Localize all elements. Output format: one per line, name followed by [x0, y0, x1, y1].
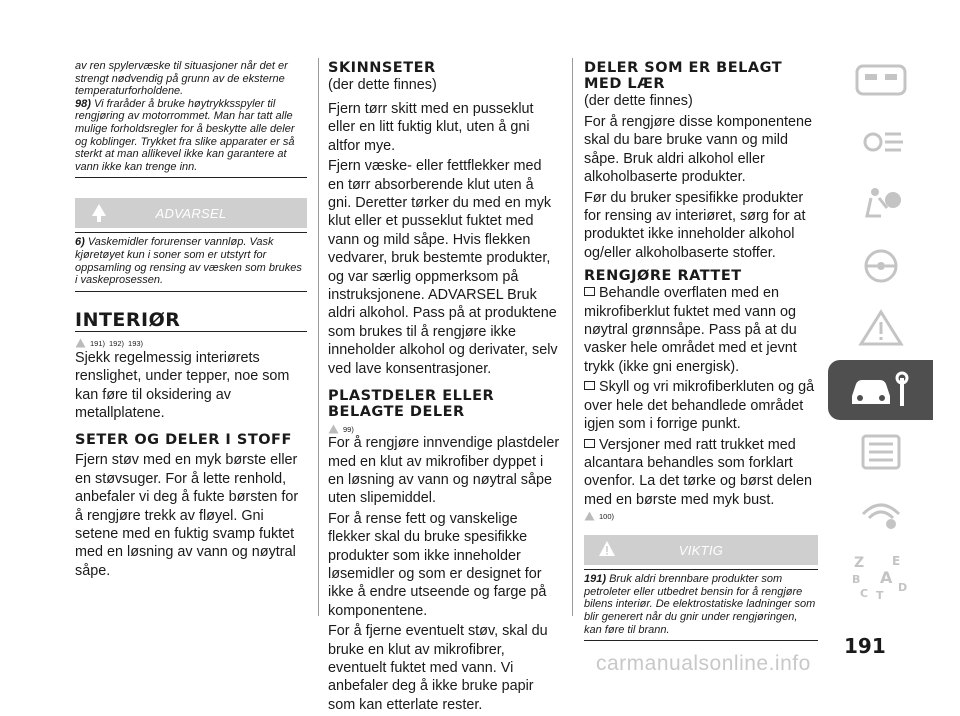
warning-triangle-icon	[75, 338, 86, 348]
tab-emergency[interactable]	[828, 298, 933, 358]
lights-icon	[851, 122, 911, 162]
tab-specifications[interactable]	[828, 422, 933, 482]
plastic-p2: For å rense fett og vanskelige flekker skal du bruke spesifikke produkter som ikke inneholder løsemidler og som er designet for ikke å endre utseende og farge på komponentene.	[328, 510, 547, 619]
tab-multimedia[interactable]	[828, 484, 933, 544]
lead-notes-box	[75, 60, 307, 178]
leather-title: DELER SOM ER BELAGT MED LÆR	[584, 60, 783, 92]
tab-airbag[interactable]	[828, 174, 933, 234]
checkbox-bullet-icon	[584, 439, 595, 448]
multimedia-icon	[851, 494, 911, 534]
wheel-title: RENGJØRE RATTET	[584, 268, 742, 285]
column-divider-2	[572, 58, 573, 616]
wheel-refs: 100)	[584, 511, 818, 521]
column-divider-1	[318, 58, 319, 616]
column-3	[584, 60, 818, 641]
plastic-title: PLASTDELER ELLER BELAGTE DELER	[328, 388, 495, 421]
svg-text:Z: Z	[853, 555, 864, 571]
warning-box	[75, 232, 307, 291]
car-wrench-icon	[846, 368, 916, 412]
leather-p1: For å rengjøre disse komponentene skal du bare bruke vann og mild såpe. Bruk aldri alkohol eller alkoholbaserte produkter.	[584, 114, 812, 186]
tab-steering[interactable]	[828, 236, 933, 296]
skin-text	[328, 100, 560, 378]
seats-text: Fjern støv med en myk børste eller en støvsuger. For å lette renhold, anbefaler vi deg å fukte børsten for å rengjøre trekk av fløyel. Gni setene med en fuktig svamp fuktet med en løsning av vann og nøytral såpe.	[75, 452, 299, 579]
warning-triangle-icon	[584, 511, 595, 521]
interior-text: Sjekk regelmessig interiørets renslighet, under tepper, noe som kan føre til oksidering av metallplatene.	[75, 349, 290, 421]
spec-sheet-icon	[851, 432, 911, 472]
plastic-refs: 99)	[328, 424, 560, 434]
seats-title: SETER OG DELER I STOFF	[75, 432, 292, 449]
skin-subtitle: (der dette finnes)	[328, 77, 437, 93]
important-band	[584, 535, 818, 565]
interior-refs: 191) 192) 193)	[75, 338, 307, 348]
leather-text	[584, 113, 818, 262]
warning-6: 6) Vaskemidler forurenser vannløp. Vask kjøretøyet kun i soner som er utstyrt for oppsamling og rensing av væsken som brukes i vaskeprosessen.	[75, 236, 302, 287]
interior-rule	[75, 331, 307, 332]
lead-text: av ren spylervæske til situasjoner når det er strengt nødvendig på grunn av de eksterne temperaturforholdene.	[75, 60, 288, 98]
checkbox-bullet-icon	[584, 287, 595, 296]
tab-lights[interactable]	[828, 112, 933, 172]
svg-text:B: B	[851, 573, 860, 586]
interior-title: INTERIØR	[75, 308, 181, 331]
plastic-p3: For å fjerne eventuelt støv, skal du bruke en klut av mikrofibrer, eventuelt fuktet med vann. Vi anbefaler deg å ikke bruke papir som kan etterlate rester.	[328, 623, 548, 713]
important-191: 191) Bruk aldri brennbare produkter som petroleter eller utbedret bensin for å rengjøre bilens interiør. De elektrostatiske ladninger som blir generert når du gnir under rengjøringen, kan føre til brann.	[584, 573, 816, 636]
dashboard-icon	[851, 60, 911, 100]
wheel-bullet-3: Versjoner med ratt trukket med alcantara behandles som forklart ovenfor. La det tørke og børst delen med en børste med myk bust.	[584, 436, 812, 508]
svg-text:D: D	[897, 581, 907, 594]
wheel-bullet-1: Behandle overflaten med en mikrofiberklut fuktet med vann og nøytral grønnsåpe. Pass på at du vasker hele området med et jevnt trykk (ikke gni energisk).	[584, 285, 797, 375]
wheel-text	[584, 284, 818, 509]
column-1	[75, 60, 307, 580]
svg-text:E: E	[891, 554, 900, 568]
warning-band	[75, 198, 307, 228]
warning-triangle-icon	[328, 424, 339, 434]
plastic-text	[328, 434, 560, 714]
tab-index[interactable]	[828, 546, 933, 606]
leather-p2: Før du bruker spesifikke produkter for rensing av interiøret, sørg for at produktet ikke inneholder alkohol og/eller alkoholbaserte stoffer.	[584, 189, 806, 261]
warning-icon	[851, 308, 911, 348]
svg-text:T: T	[875, 589, 884, 601]
important-box	[584, 569, 818, 641]
index-icon	[846, 551, 916, 601]
airbag-icon	[851, 184, 911, 224]
watermark: carmanualsonline.info	[596, 652, 811, 675]
skin-p2: Fjern væske- eller fettflekker med en tørr absorberende klut uten å gni. Deretter tørker du med en myk klut eller et pusseklut fuktet med vann og mild såpe. Hvis flekken vedvarer, bruk bestemte produkter, og var særlig oppmerksom på instruksjonene. ADVARSEL Bruk aldri alkohol. Pass på at produktene som brukes til å rengjøre ikke inneholder alkohol og derivater, selv ved lave konsentrasjoner.	[328, 158, 558, 377]
skin-p1: Fjern tørr skitt med en pusseklut eller en litt fuktig klut, uten å gni altfor mye.	[328, 101, 534, 154]
checkbox-bullet-icon	[584, 381, 595, 390]
steering-wheel-icon	[851, 246, 911, 286]
page-number: 191	[844, 634, 886, 658]
warning-title: ADVARSEL	[155, 206, 227, 222]
wheel-bullet-2: Skyll og vri mikrofiberkluten og gå over hele det behandlede området igjen som i forrige punkt.	[584, 379, 815, 433]
seats-section	[75, 432, 307, 580]
tab-maintenance[interactable]	[828, 360, 933, 420]
important-title: VIKTIG	[678, 543, 724, 559]
column-2	[328, 60, 560, 716]
leather-subtitle: (der dette finnes)	[584, 93, 693, 109]
note-98: 98) Vi fraråder å bruke høytrykksspyler til rengjøring av motorrommet. Man har tatt alle mulige forholdsregler for å beskytte alle deler og koblinger. Trykket fra slike apparater er så sterkt at man allikevel ikke kan garantere at vann ikke kan trenge inn.	[75, 97, 295, 173]
skin-title: SKINNSETER	[328, 60, 436, 76]
svg-text:A: A	[879, 568, 892, 587]
tab-dashboard[interactable]	[828, 50, 933, 110]
interior-section	[75, 308, 307, 423]
chapter-sidebar	[828, 50, 933, 608]
svg-text:C: C	[859, 587, 868, 600]
plastic-p1: For å rengjøre innvendige plastdeler med en klut av mikrofiber dyppet i en løsning av vann og nøytral såpe uten slipemiddel.	[328, 435, 560, 507]
